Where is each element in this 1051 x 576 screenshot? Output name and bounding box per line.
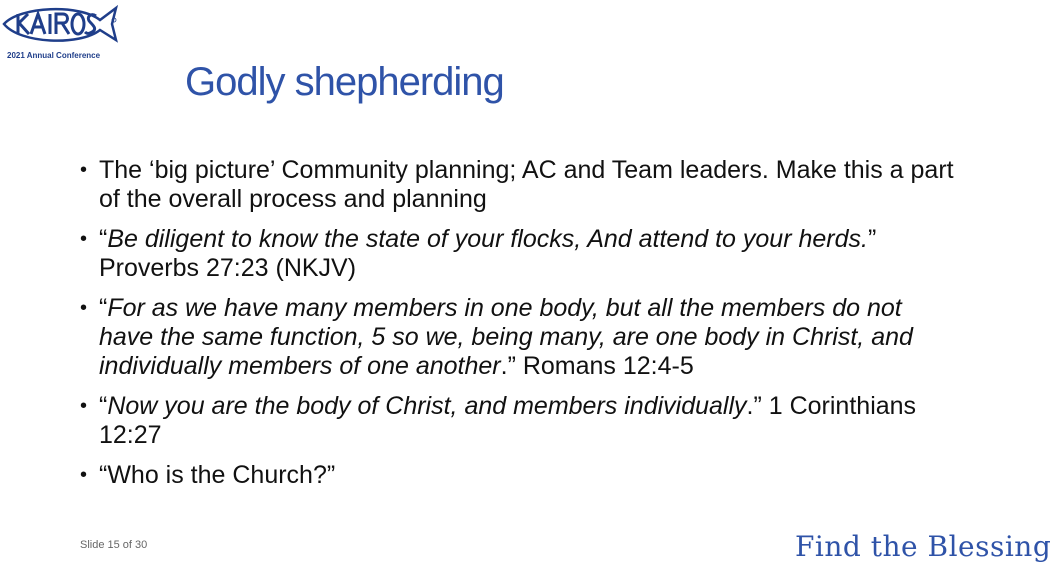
bullet-quote-text: For as we have many members in one body, but all the members do not have the same function, 5 so we, being many, are one body in Christ, and individually members of one another [99,294,913,380]
bullet-text: .” Romans 12:4-5 [500,352,694,380]
find-the-blessing-logo: Find the Blessing [795,530,1051,563]
bullet-item [76,225,956,283]
bullet-text: .” 1 Corinthians 12:27 [99,392,917,449]
bullet-list [76,156,956,501]
bullet-dot-icon: • [80,395,88,417]
bullet-text: ” Proverbs 27:23 (NKJV) [99,225,877,282]
conference-label: 2021 Annual Conference [7,51,101,60]
bullet-dot-icon: • [80,464,88,486]
bullet-item [76,156,956,214]
bullet-text: “ [99,392,108,420]
bullet-quote-text: Be diligent to know the state of your flocks, And attend to your herds. [107,225,868,253]
bullet-text: “ [99,294,108,322]
bullet-dot-icon: • [80,159,88,181]
slide-number: Slide 15 of 30 [80,539,148,551]
bullet-item [76,294,956,381]
bullet-item [76,392,956,450]
bullet-text: “ [99,225,108,253]
slide-title: Godly shepherding [185,60,504,104]
bullet-dot-icon: • [80,228,88,250]
bullet-item [76,461,956,490]
bullet-text: The ‘big picture’ Community planning; AC and Team leaders. Make this a part of the overall process and planning [99,156,954,213]
bullet-quote-text: Now you are the body of Christ, and members individually [107,392,747,420]
bullet-text: “Who is the Church?” [99,461,336,489]
bullet-dot-icon: • [80,297,88,319]
